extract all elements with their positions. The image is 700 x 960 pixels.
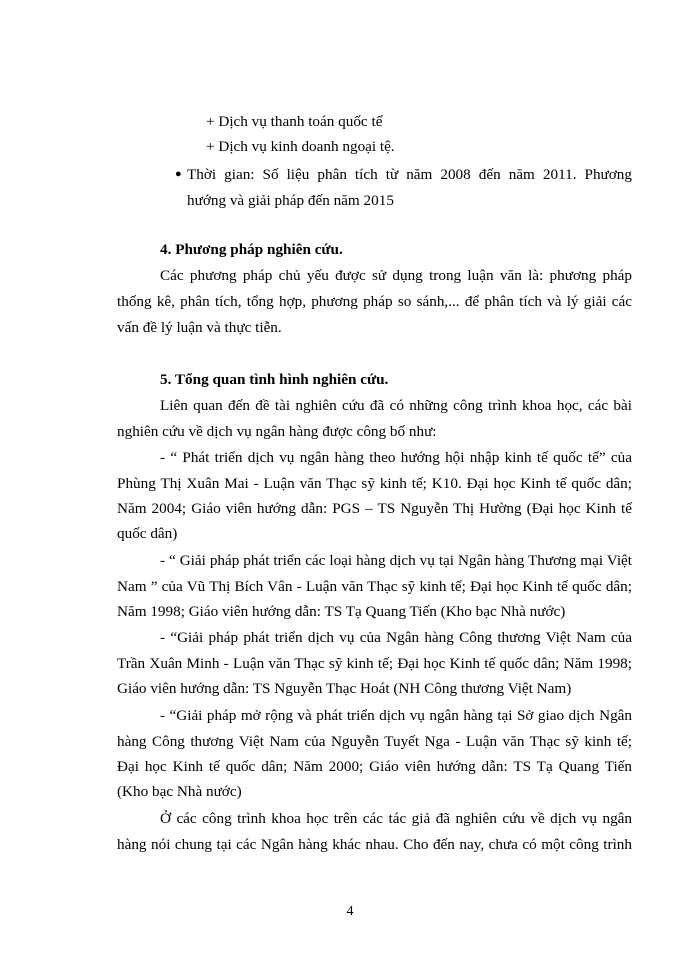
section-4-line-1: Các phương pháp chủ yếu được sử dụng trong luận văn là: phương pháp <box>160 267 632 284</box>
closing-line-2: hàng nói chung tại các Ngân hàng khác nhau. Cho đến nay, chưa có một công trình <box>117 836 632 853</box>
section-4-line-2: thống kê, phân tích, tổng hợp, phương pháp so sánh,... để phân tích và lý giải các <box>117 293 632 310</box>
work-4-line-2: hàng Công thương Việt Nam của Nguyễn Tuyết Nga - Luận văn Thạc sỹ kinh tế; <box>117 733 632 750</box>
work-4-line-1: - “Giải pháp mở rộng và phát triển dịch vụ ngân hàng tại Sở giao dịch Ngân <box>160 707 632 724</box>
scope-item-international-payment: + Dịch vụ thanh toán quốc tế <box>206 113 383 130</box>
time-bullet <box>175 162 632 213</box>
work-3-line-1: - “Giải pháp phát triển dịch vụ của Ngân hàng Công thương Việt Nam của <box>160 629 632 646</box>
work-1-line-3: Năm 2004; Giáo viên hướng dẫn: PGS – TS Nguyễn Thị Hường (Đại học Kinh tế <box>117 500 632 517</box>
work-1-line-1: - “ Phát triển dịch vụ ngân hàng theo hướng hội nhập kinh tế quốc tế” của <box>160 449 632 466</box>
work-3-line-3: Giáo viên hướng dẫn: TS Nguyễn Thạc Hoát (NH Công thương Việt Nam) <box>117 680 572 697</box>
work-3-line-2: Trần Xuân Minh - Luận văn Thạc sỹ kinh tế; Đại học Kinh tế quốc dân; Năm 1998; <box>117 655 632 672</box>
section-5-intro-line-1: Liên quan đến đề tài nghiên cứu đã có những công trình khoa học, các bài <box>160 397 632 414</box>
closing-line-1: Ở các công trình khoa học trên các tác giả đã nghiên cứu về dịch vụ ngân <box>160 810 632 827</box>
work-4-line-3: Đại học Kinh tế quốc dân; Năm 2000; Giáo viên hướng dẫn: TS Tạ Quang Tiến <box>117 758 632 775</box>
time-bullet-line-1: Thời gian: Số liệu phân tích từ năm 2008 đến năm 2011. Phương <box>187 166 632 183</box>
work-2-line-3: Năm 1998; Giáo viên hướng dẫn: TS Tạ Quang Tiến (Kho bạc Nhà nước) <box>117 603 566 620</box>
section-4-line-3: vấn đề lý luận và thực tiễn. <box>117 319 282 336</box>
page-number: 4 <box>346 904 354 919</box>
work-2-line-2: Nam ” của Vũ Thị Bích Vân - Luận văn Thạc sỹ kinh tế; Đại học Kinh tế quốc dân; <box>117 578 632 595</box>
work-1-line-4: quốc dân) <box>117 525 178 542</box>
work-2-line-1: - “ Giải pháp phát triển các loại hàng dịch vụ tại Ngân hàng Thương mại Việt <box>160 552 632 569</box>
time-bullet-line-2: hướng và giải pháp đến năm 2015 <box>187 191 394 209</box>
section-4-heading: 4. Phương pháp nghiên cứu. <box>160 241 343 258</box>
section-5-intro-line-2: nghiên cứu về dịch vụ ngân hàng được công bố như: <box>117 423 437 440</box>
section-5-heading: 5. Tổng quan tình hình nghiên cứu. <box>160 371 389 388</box>
scope-item-foreign-exchange: + Dịch vụ kinh doanh ngoại tệ. <box>206 138 395 155</box>
bullet-icon: ● <box>175 168 182 180</box>
work-4-line-4: (Kho bạc Nhà nước) <box>117 783 242 800</box>
work-1-line-2: Phùng Thị Xuân Mai - Luận văn Thạc sỹ kinh tế; K10. Đại học Kinh tế quốc dân; <box>117 475 632 492</box>
